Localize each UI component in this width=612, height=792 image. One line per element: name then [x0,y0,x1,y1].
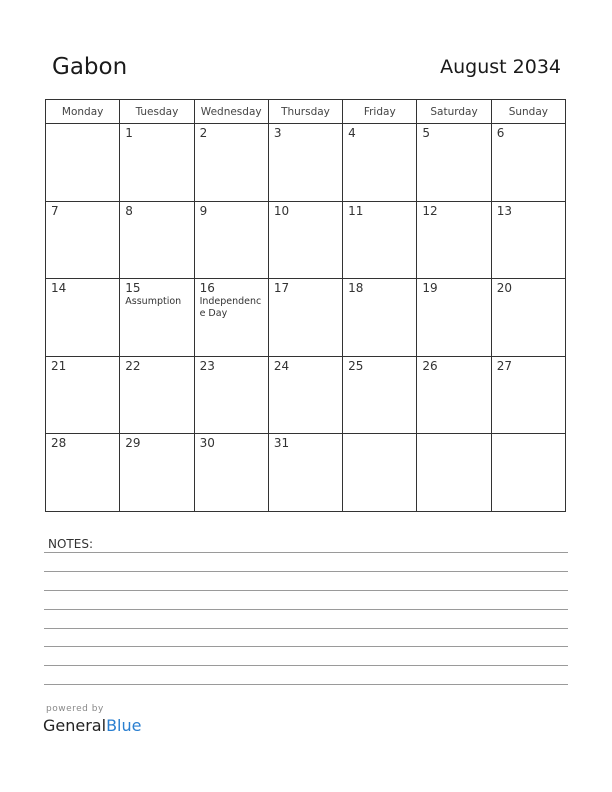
powered-by-text: powered by [46,704,104,714]
day-number: 14 [51,281,67,296]
day-number: 31 [273,436,290,451]
day-cell [343,201,417,279]
note-line [44,590,568,591]
note-line [44,684,568,685]
weekday-wednesday: Wednesday [194,100,268,124]
week-row [46,434,566,512]
holiday-label: Independence Day [199,296,262,320]
day-number: 16 [199,281,215,296]
day-cell [491,356,565,434]
day-number: 2 [199,126,208,140]
day-number: 13 [496,203,512,218]
note-line [44,628,568,629]
day-cell [417,201,491,279]
day-number: 9 [199,203,208,218]
day-cell [46,356,120,434]
weekday-saturday: Saturday [417,100,491,124]
day-cell [417,279,491,357]
day-cell [268,124,342,202]
week-row [46,124,566,202]
day-number: 15 [125,281,141,296]
weekday-thursday: Thursday [268,100,342,124]
day-cell [268,279,342,357]
weekday-sunday: Sunday [491,100,565,124]
country-title: Gabon [52,54,128,80]
day-cell [194,356,268,434]
brand-general-text: General [43,716,107,735]
day-number: 12 [422,203,438,218]
day-cell [268,201,342,279]
day-cell [120,124,194,202]
day-cell [343,279,417,357]
day-number: 17 [273,281,290,296]
day-number: 4 [348,126,356,140]
day-number: 6 [496,126,505,140]
week-row [46,356,566,434]
day-cell [120,356,194,434]
brand-blue-text: Blue [106,716,142,735]
day-number: 23 [199,358,215,373]
day-number: 20 [496,281,512,296]
note-line [44,646,568,647]
day-cell [491,201,565,279]
month-year-title: August 2034 [440,56,561,78]
day-cell [120,201,194,279]
weekday-friday: Friday [343,100,417,124]
day-cell [194,124,268,202]
day-cell [194,201,268,279]
day-cell [46,124,120,202]
day-number: 3 [273,126,282,140]
day-number: 30 [199,436,215,451]
calendar-grid [45,99,566,512]
day-cell [491,434,565,512]
day-number: 7 [51,203,59,218]
day-number: 8 [125,203,133,218]
day-cell [46,279,120,357]
day-cell [417,124,491,202]
day-cell [194,434,268,512]
weekday-monday: Monday [46,100,120,124]
day-cell [46,434,120,512]
day-cell [268,356,342,434]
day-number: 10 [273,203,290,218]
day-number: 5 [422,126,431,140]
day-cell [268,434,342,512]
brand-logo [43,716,141,735]
day-cell [417,356,491,434]
day-number: 19 [422,281,438,296]
day-cell [46,201,120,279]
day-number: 26 [422,358,438,373]
notes-label: NOTES: [48,537,93,551]
day-cell [343,356,417,434]
day-cell [194,279,268,357]
note-line [44,571,568,572]
day-number: 11 [348,203,364,218]
holiday-label: Assumption [125,296,182,308]
weekday-header-row [46,100,566,124]
weekday-tuesday: Tuesday [120,100,194,124]
week-row [46,279,566,357]
day-number: 1 [125,126,133,140]
day-number: 29 [125,436,141,451]
day-cell [343,434,417,512]
week-row [46,201,566,279]
note-line [44,609,568,610]
day-cell [417,434,491,512]
note-line [44,552,568,553]
day-cell [120,434,194,512]
day-cell [120,279,194,357]
day-cell [491,124,565,202]
day-number: 28 [51,436,67,451]
day-number: 18 [348,281,364,296]
day-number: 27 [496,358,512,373]
day-cell [491,279,565,357]
day-number: 21 [51,358,67,373]
note-line [44,665,568,666]
day-cell [343,124,417,202]
day-number: 24 [273,358,290,373]
day-number: 25 [348,358,364,373]
day-number: 22 [125,358,141,373]
